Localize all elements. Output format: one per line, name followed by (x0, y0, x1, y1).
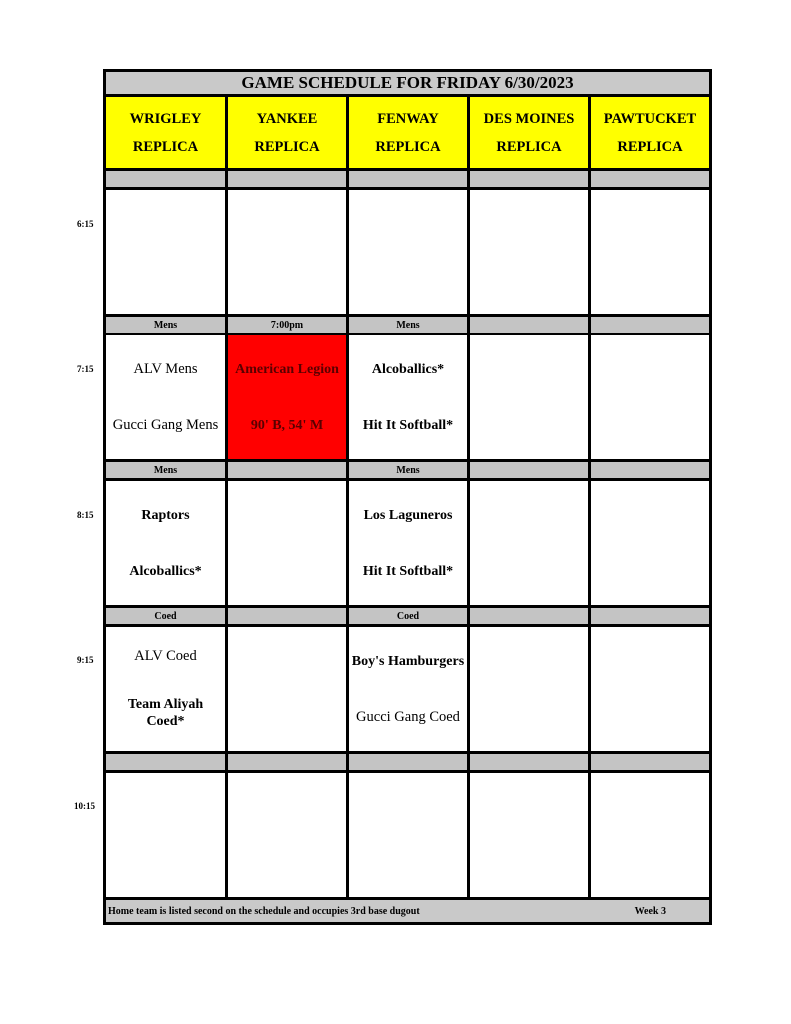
venue-subtitle: REPLICA (132, 138, 199, 155)
visiting-team: ALV Mens (133, 360, 198, 377)
time-label: 7:15 (77, 364, 94, 374)
division-label: Coed (349, 608, 467, 624)
game-slot (106, 627, 225, 751)
game-slot (591, 481, 709, 605)
venue-header (591, 97, 709, 168)
game-slot (349, 335, 467, 459)
home-team: Alcoballics* (129, 563, 202, 579)
home-team: Hit It Softball* (362, 563, 454, 579)
footer-bar (106, 900, 709, 922)
game-slot (106, 481, 225, 605)
division-label (228, 171, 346, 187)
game-slot (470, 627, 588, 751)
division-label: 7:00pm (228, 317, 346, 333)
home-team: 90' B, 54' M (250, 417, 324, 433)
game-slot (228, 481, 346, 605)
division-label: Mens (349, 317, 467, 333)
game-slot (591, 190, 709, 314)
division-label (470, 462, 588, 478)
game-slot (228, 773, 346, 897)
visiting-team: Los Laguneros (363, 507, 453, 523)
division-label (470, 608, 588, 624)
division-label (228, 462, 346, 478)
venue-header (470, 97, 588, 168)
game-slot (349, 627, 467, 751)
game-slot (470, 335, 588, 459)
game-slot (349, 773, 467, 897)
home-team: Gucci Gang Coed (356, 708, 460, 725)
venue-name: YANKEE (256, 110, 318, 127)
division-label (591, 608, 709, 624)
game-slot (470, 190, 588, 314)
game-slot (591, 627, 709, 751)
game-slot (228, 190, 346, 314)
division-label: Coed (106, 608, 225, 624)
venue-header (106, 97, 225, 168)
division-label (106, 171, 225, 187)
schedule-table (103, 69, 712, 925)
venue-header (228, 97, 346, 168)
venue-name: DES MOINES (483, 110, 575, 127)
division-label (470, 754, 588, 770)
game-slot (470, 481, 588, 605)
game-slot (106, 773, 225, 897)
time-label: 6:15 (77, 219, 94, 229)
home-team: Team Aliyah Coed* (127, 696, 204, 729)
time-label: 10:15 (74, 801, 95, 811)
game-slot (106, 190, 225, 314)
game-slot (106, 335, 225, 459)
division-label (591, 462, 709, 478)
division-label (591, 317, 709, 333)
visiting-team: Boy's Hamburgers (351, 653, 465, 669)
venue-name: WRIGLEY (129, 110, 202, 127)
division-label (591, 754, 709, 770)
visiting-team: Raptors (141, 507, 190, 523)
home-team: Gucci Gang Mens (112, 416, 219, 433)
week-label: Week 3 (634, 905, 666, 917)
division-label (228, 754, 346, 770)
division-label (106, 754, 225, 770)
game-slot (591, 335, 709, 459)
venue-subtitle: REPLICA (375, 138, 441, 155)
game-slot (349, 190, 467, 314)
venue-subtitle: REPLICA (496, 138, 562, 155)
visiting-team: ALV Coed (134, 648, 197, 665)
division-label (349, 171, 467, 187)
game-slot (228, 627, 346, 751)
division-label (228, 608, 346, 624)
division-label (349, 754, 467, 770)
venue-subtitle: REPLICA (617, 138, 683, 155)
home-team: Hit It Softball* (362, 417, 454, 433)
game-slot (470, 773, 588, 897)
schedule-title: GAME SCHEDULE FOR FRIDAY 6/30/2023 (106, 72, 709, 94)
division-label (591, 171, 709, 187)
time-label: 9:15 (77, 655, 94, 665)
division-label (470, 171, 588, 187)
venue-header (349, 97, 467, 168)
game-slot (591, 773, 709, 897)
visiting-team: Alcoballics* (371, 361, 445, 377)
game-slot (228, 335, 346, 459)
game-slot (349, 481, 467, 605)
division-label: Mens (106, 317, 225, 333)
footer-note: Home team is listed second on the schedule and occupies 3rd base dugout (108, 905, 420, 917)
visiting-team: American Legion (235, 361, 339, 377)
division-label: Mens (106, 462, 225, 478)
venue-name: FENWAY (377, 110, 439, 127)
division-label (470, 317, 588, 333)
division-label: Mens (349, 462, 467, 478)
time-label: 8:15 (77, 510, 94, 520)
venue-subtitle: REPLICA (254, 138, 320, 155)
venue-name: PAWTUCKET (603, 110, 697, 127)
